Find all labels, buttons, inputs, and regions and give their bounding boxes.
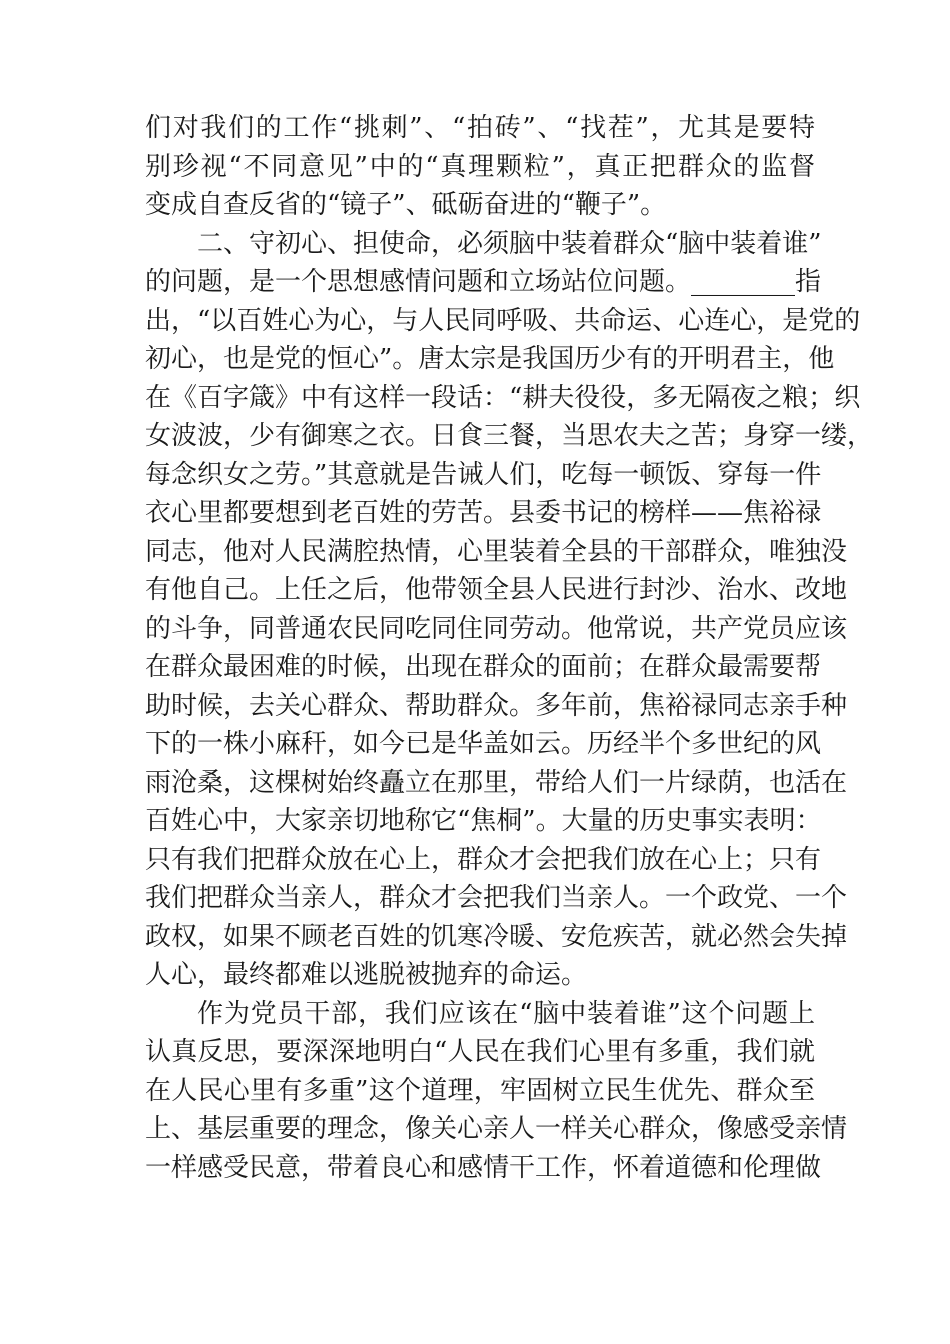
text-line: 在群众最困难的时候，出现在群众的面前；在群众最需要帮 — [145, 652, 822, 682]
text-line: 女波波，少有御寒之衣。日食三餐，当思农夫之苦；身穿一缕， — [145, 421, 874, 451]
text-line: 助时候，去关心群众、帮助群众。多年前，焦裕禄同志亲手种 — [145, 690, 848, 721]
text-line: 别珍视“不同意见”中的“真理颗粒”，真正把群众的监督 — [145, 151, 815, 182]
text-line: 同志，他对人民满腔热情，心里装着全县的干部群众，唯独没 — [145, 536, 848, 567]
text-line: 初心，也是党的恒心”。唐太宗是我国历少有的开明君主，他 — [145, 344, 835, 374]
text-line: 出，“以百姓心为心，与人民同呼吸、共命运、心连心，是党的 — [145, 305, 861, 336]
text-line: 一样感受民意，带着良心和感情干工作，怀着道德和伦理做 — [145, 1152, 822, 1183]
text-line: 我们把群众当亲人，群众才会把我们当亲人。一个政党、一个 — [145, 883, 848, 913]
text-line: 下的一株小麻秆，如今已是华盖如云。历经半个多世纪的风 — [145, 729, 822, 759]
text-line: 衣心里都要想到老百姓的劳苦。县委书记的榜样——焦裕禄 — [145, 498, 822, 528]
text-line: 只有我们把群众放在心上，群众才会把我们放在心上；只有 — [145, 844, 822, 875]
text-line: 在人民心里有多重”这个道理，牢固树立民生优先、群众至 — [145, 1075, 815, 1106]
text-line: 有他自己。上任之后，他带领全县人民进行封沙、治水、改地 — [145, 575, 848, 605]
text-line: 们对我们的工作“挑刺”、“拍砖”、“找茬”，尤其是要特 — [145, 113, 815, 143]
text-line: 在《百字箴》中有这样一段话：“耕夫役役，多无隔夜之粮；织 — [145, 382, 861, 413]
text-line: 的斗争，同普通农民同吃同住同劳动。他常说，共产党员应该 — [145, 613, 848, 644]
text-line: 政权，如果不顾老百姓的饥寒冷暖、安危疾苦，就必然会失掉 — [145, 921, 848, 952]
text-line: 上、基层重要的理念，像关心亲人一样关心群众，像感受亲情 — [145, 1114, 848, 1144]
text-line: 的问题，是一个思想感情问题和立场站位问题。________指 — [145, 267, 822, 297]
paragraph-start-line: 二、守初心、担使命，必须脑中装着群众“脑中装着谁” — [197, 228, 822, 259]
text-line: 认真反思，要深深地明白“人民在我们心里有多重，我们就 — [145, 1037, 815, 1067]
text-line: 百姓心中，大家亲切地称它“焦桐”。大量的历史事实表明： — [145, 806, 822, 836]
text-line: 每念织女之劳。”其意就是告诫人们，吃每一顿饭、穿每一件 — [145, 459, 822, 490]
text-line: 人心，最终都难以逃脱被抛弃的命运。 — [145, 960, 588, 990]
paragraph-start-line: 作为党员干部，我们应该在“脑中装着谁”这个问题上 — [197, 998, 815, 1029]
document-body — [145, 109, 874, 1187]
text-line: 变成自查反省的“镜子”、砥砺奋进的“鞭子”。 — [145, 190, 667, 220]
text-line: 雨沧桑，这棵树始终矗立在那里，带给人们一片绿荫，也活在 — [145, 767, 848, 798]
